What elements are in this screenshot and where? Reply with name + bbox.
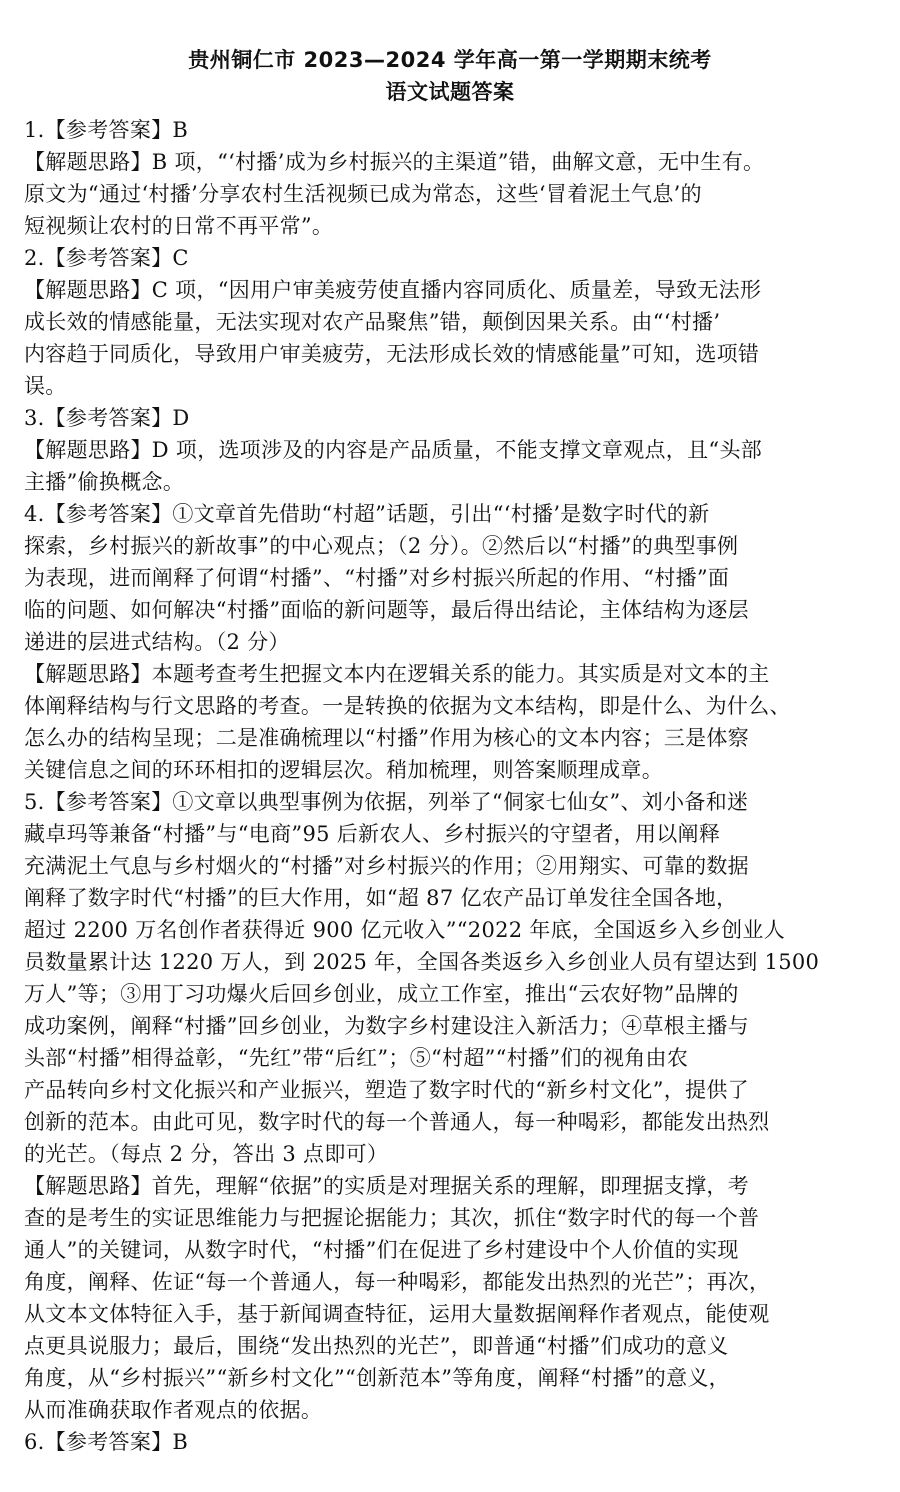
text-line: 从而准确获取作者观点的依据。 <box>24 1398 323 1422</box>
text-line: 成长效的情感能量，无法实现对农产品聚焦”错，颠倒因果关系。由“‘村播’ <box>24 310 721 334</box>
text-line: 创新的范本。由此可见，数字时代的每一个普通人，每一种喝彩，都能发出热烈 <box>24 1110 770 1134</box>
text-line: 角度，阐释、佐证“每一个普通人，每一种喝彩，都能发出热烈的光芒”；再次， <box>24 1270 771 1294</box>
text-line: 4.【参考答案】①文章首先借助“村超”话题，引出“‘村播’是数字时代的新 <box>24 502 710 526</box>
text-line: 探索，乡村振兴的新故事”的中心观点；（2 分）。②然后以“村播”的典型事例 <box>24 534 739 558</box>
text-line: 怎么办的结构呈现；二是准确梳理以“村播”作用为核心的文本内容；三是体察 <box>24 726 749 750</box>
text-line: 原文为“通过‘村播’分享农村生活视频已成为常态，这些‘冒着泥土气息’的 <box>24 182 702 206</box>
text-line: 6.【参考答案】B <box>24 1430 189 1454</box>
text-line: 临的问题、如何解决“村播”面临的新问题等，最后得出结论，主体结构为逐层 <box>24 598 749 622</box>
text-line: 误。 <box>24 374 67 398</box>
text-line: 关键信息之间的环环相扣的逻辑层次。稍加梳理，则答案顺理成章。 <box>24 758 663 782</box>
text-line: 的光芒。（每点 2 分，答出 3 点即可） <box>24 1142 389 1166</box>
text-line: 超过 2200 万名创作者获得近 900 亿元收入”“2022 年底，全国返乡入乡创业人 <box>24 918 786 942</box>
text-line: 3.【参考答案】D <box>24 406 190 430</box>
text-line: 主播”偷换概念。 <box>24 470 185 494</box>
document-body <box>24 114 876 1458</box>
text-line: 阐释了数字时代“村播”的巨大作用，如“超 87 亿农产品订单发往全国各地， <box>24 886 738 910</box>
text-line: 头部“村播”相得益彰，“先红”带“后红”；⑤“村超”“村播”们的视角由农 <box>24 1046 689 1070</box>
text-line: 通人”的关键词，从数字时代，“村播”们在促进了乡村建设中个人价值的实现 <box>24 1238 739 1262</box>
text-line: 查的是考生的实证思维能力与把握论据能力；其次，抓住“数字时代的每一个普 <box>24 1206 760 1230</box>
text-line: 2.【参考答案】C <box>24 246 189 270</box>
text-line: 【解题思路】C 项，“因用户审美疲劳使直播内容同质化、质量差，导致无法形 <box>24 278 762 302</box>
text-line: 藏卓玛等兼备“村播”与“电商”95 后新农人、乡村振兴的守望者，用以阐释 <box>24 822 721 846</box>
text-line: 内容趋于同质化，导致用户审美疲劳，无法形成长效的情感能量”可知，选项错 <box>24 342 760 366</box>
text-line: 从文本文体特征入手，基于新闻调查特征，运用大量数据阐释作者观点，能使观 <box>24 1302 770 1326</box>
text-line: 【解题思路】D 项，选项涉及的内容是产品质量，不能支撑文章观点，且“头部 <box>24 438 763 462</box>
text-line: 递进的层进式结构。（2 分） <box>24 630 290 654</box>
text-line: 体阐释结构与行文思路的考查。一是转换的依据为文本结构，即是什么、为什么、 <box>24 694 791 718</box>
text-line: 充满泥土气息与乡村烟火的“村播”对乡村振兴的作用；②用翔实、可靠的数据 <box>24 854 749 878</box>
text-line: 短视频让农村的日常不再平常”。 <box>24 214 334 238</box>
text-line: 点更具说服力；最后，围绕“发出热烈的光芒”，即普通“村播”们成功的意义 <box>24 1334 729 1358</box>
text-line: 【解题思路】B 项，“‘村播’成为乡村振兴的主渠道”错，曲解文意，无中生有。 <box>24 150 765 174</box>
text-line: 产品转向乡村文化振兴和产业振兴，塑造了数字时代的“新乡村文化”，提供了 <box>24 1078 749 1102</box>
text-line: 【解题思路】首先，理解“依据”的实质是对理据关系的理解，即理据支撑，考 <box>24 1174 749 1198</box>
text-line: 1.【参考答案】B <box>24 118 189 142</box>
text-line: 5.【参考答案】①文章以典型事例为依据，列举了“侗家七仙女”、刘小备和迷 <box>24 790 749 814</box>
text-line: 为表现，进而阐释了何谓“村播”、“村播”对乡村振兴所起的作用、“村播”面 <box>24 566 730 590</box>
text-line: 【解题思路】本题考查考生把握文本内在逻辑关系的能力。其实质是对文本的主 <box>24 662 770 686</box>
text-line: 成功案例，阐释“村播”回乡创业，为数字乡村建设注入新活力；④草根主播与 <box>24 1014 749 1038</box>
text-line: 员数量累计达 1220 万人，到 2025 年，全国各类返乡入乡创业人员有望达到 1500 <box>24 950 820 974</box>
document-title: 贵州铜仁市 2023—2024 学年高一第一学期期末统考 <box>188 48 712 72</box>
document-subtitle: 语文试题答案 <box>385 80 515 104</box>
text-line: 角度，从“乡村振兴”“新乡村文化”“创新范本”等角度，阐释“村播”的意义， <box>24 1366 730 1390</box>
text-line: 万人”等；③用丁习功爆火后回乡创业，成立工作室，推出“云农好物”品牌的 <box>24 982 739 1006</box>
